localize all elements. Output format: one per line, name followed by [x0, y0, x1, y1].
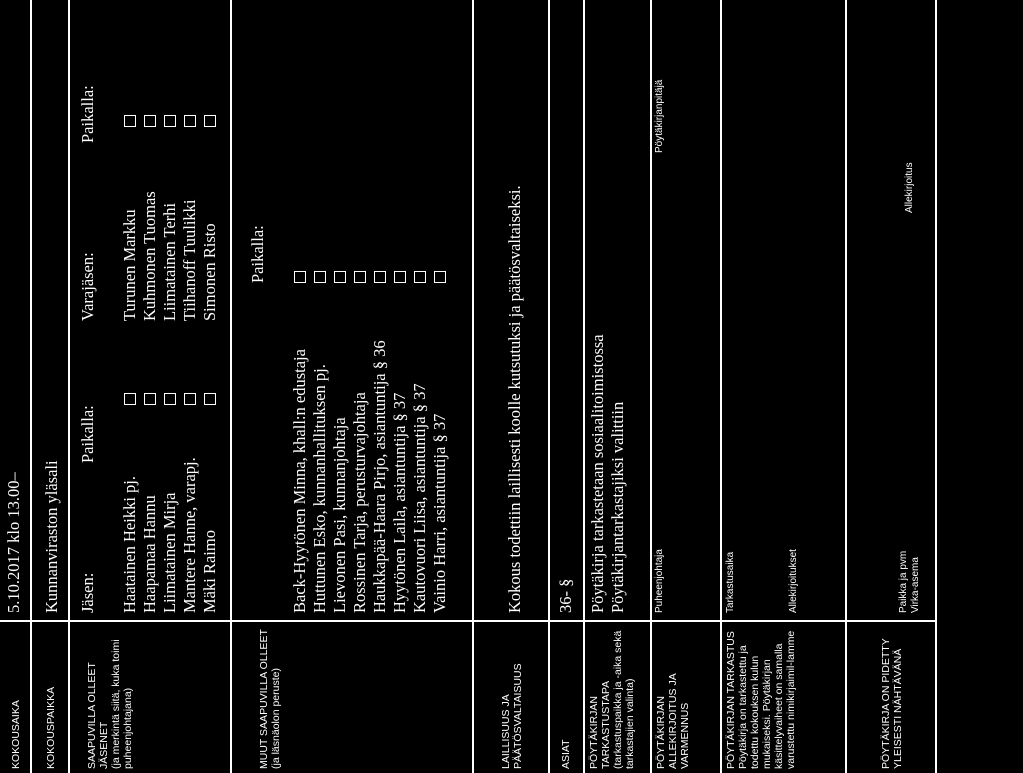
other-attendee-name: Kautovuori Liisa, asiantuntija § 37	[410, 383, 429, 613]
deputy-name: Turunen Markku	[120, 209, 139, 321]
label-kokouspaikka: KOKOUSPAIKKA	[45, 686, 57, 769]
virka-asema-caption: Virka-asema	[910, 557, 921, 613]
member-name: Mantere Hanne, varapj.	[180, 457, 199, 613]
member-name: Haatainen Heikki pj.	[120, 476, 139, 613]
row-divider	[935, 0, 937, 773]
value-laillisuus: Kokous todettiin laillisesti koolle kutsutuksi ja päätösvaltaiseksi.	[505, 185, 524, 613]
paikalla-header: Paikalla:	[78, 405, 97, 463]
presence-checkbox[interactable]	[414, 271, 426, 283]
deputies-list	[120, 191, 220, 321]
value-kokousaika: 5.10.2017 klo 13.00–	[4, 472, 23, 613]
presence-checkbox[interactable]	[394, 271, 406, 283]
label-muut-saapuvilla-note: (ja läsnäolon peruste)	[270, 668, 282, 769]
others-list	[290, 340, 450, 613]
value-asiat: 36- §	[556, 578, 575, 613]
other-attendee-name: Haukkapää-Haara Pirjo, asiantuntija § 36	[370, 340, 389, 613]
row-divider	[720, 0, 722, 773]
other-attendee-name: Huttunen Esko, kunnanhallituksen pj.	[310, 364, 329, 613]
paikka-pvm-caption: Paikka ja pvm	[898, 550, 909, 613]
deputy-name: Tiihanoff Tuulikki	[180, 199, 199, 321]
label-tarkastustapa	[588, 624, 636, 769]
presence-checkbox[interactable]	[144, 115, 156, 127]
deputy-name: Kuhmonen Tuomas	[140, 191, 159, 321]
members-list	[120, 457, 220, 613]
allekirjoitus-caption: Allekirjoitus	[904, 162, 915, 213]
tarkastusaika-caption: Tarkastusaika	[725, 551, 736, 613]
value-tarkastustapa-1: Pöytäkirja tarkastetaan sosiaalitoimistossa	[588, 334, 607, 613]
varajasen-header: Varajäsen:	[78, 252, 97, 321]
presence-checkbox[interactable]	[164, 115, 176, 127]
paikalla-header-2: Paikalla:	[78, 85, 97, 143]
column-divider	[0, 620, 935, 622]
label-muut-saapuvilla	[258, 624, 282, 769]
jasen-header: Jäsen:	[78, 572, 97, 613]
label-saapuvilla-jasenet	[86, 624, 134, 769]
muut-paikalla-header: Paikalla:	[248, 225, 267, 283]
presence-checkbox[interactable]	[434, 271, 446, 283]
label-nahtavana: PÖYTÄKIRJA ON PIDETTY YLEISESTI NÄHTÄVÄNÄ	[880, 638, 904, 769]
others-presence-boxes	[294, 271, 454, 283]
poytakirjanpitaja-caption: Pöytäkirjanpitäjä	[654, 79, 665, 153]
presence-checkbox[interactable]	[144, 393, 156, 405]
presence-checkbox[interactable]	[204, 115, 216, 127]
members-presence-boxes	[124, 393, 224, 405]
row-divider	[583, 0, 585, 773]
other-attendee-name: Hyytönen Laila, asiantuntija § 37	[390, 392, 409, 613]
deputy-name: Simonen Risto	[200, 223, 219, 321]
presence-checkbox[interactable]	[184, 393, 196, 405]
label-tarkastus	[725, 624, 797, 769]
presence-checkbox[interactable]	[334, 271, 346, 283]
deputies-presence-boxes	[124, 115, 224, 127]
member-name: Mäki Raimo	[200, 530, 219, 613]
presence-checkbox[interactable]	[204, 393, 216, 405]
other-attendee-name: Back-Hyytönen Minna, khall:n edustaja	[290, 349, 309, 613]
label-allekirjoitus: PÖYTÄKIRJAN ALLEKIRJOITUS JA VARMENNUS	[655, 673, 691, 769]
puheenjohtaja-caption: Puheenjohtaja	[654, 549, 665, 613]
label-tarkastustapa-note: (tarkastuspaikka ja -aika sekä tarkastajien valinta)	[612, 630, 636, 769]
label-laillisuus: LAILLISUUS JA PÄÄTÖSVALTAISUUS	[500, 663, 524, 769]
label-tarkastustapa-title: PÖYTÄKIRJAN TARKASTUSTAPA	[588, 680, 612, 769]
presence-checkbox[interactable]	[354, 271, 366, 283]
presence-checkbox[interactable]	[124, 115, 136, 127]
label-saapuvilla-jasenet-note: (ja merkintä siitä, kuka toimi puheenjohtajana)	[110, 639, 134, 769]
other-attendee-name: Rossinen Tarja, perusturvajohtaja	[350, 392, 369, 613]
row-divider	[548, 0, 550, 773]
presence-checkbox[interactable]	[164, 393, 176, 405]
other-attendee-name: Lievonen Pasi, kunnanjohtaja	[330, 417, 349, 613]
other-attendee-name: Vainio Harri, asiantuntija § 37	[430, 413, 449, 613]
value-kokouspaikka: Kunnanviraston yläsali	[42, 460, 61, 613]
row-divider	[68, 0, 70, 773]
row-divider	[30, 0, 32, 773]
deputy-name: Liimatainen Terhi	[160, 202, 179, 321]
label-tarkastus-note: Pöytäkirja on tarkastettu ja todettu kokouksen kulun mukaiseksi. Pöytäkirjan käsittelyvaiheet on samalla varustettu nimikirjaimil-lamme	[737, 630, 797, 769]
label-kokousaika: KOKOUSAIKA	[10, 700, 22, 769]
label-asiat: ASIAT	[560, 739, 572, 769]
member-name: Haapamaa Hannu	[140, 495, 159, 613]
presence-checkbox[interactable]	[124, 393, 136, 405]
row-divider	[650, 0, 652, 773]
row-divider	[845, 0, 847, 773]
label-saapuvilla-jasenet-title: SAAPUVILLA OLLEET JÄSENET	[86, 662, 110, 769]
allekirjoitukset-caption: Allekirjoitukset	[788, 549, 799, 613]
presence-checkbox[interactable]	[374, 271, 386, 283]
value-tarkastustapa-2: Pöytäkirjantarkastajiksi valittiin	[608, 401, 627, 613]
label-tarkastus-title: PÖYTÄKIRJAN TARKASTUS	[725, 631, 737, 769]
member-name: Liimatainen Mirja	[160, 492, 179, 613]
row-divider	[472, 0, 474, 773]
presence-checkbox[interactable]	[294, 271, 306, 283]
label-muut-saapuvilla-title: MUUT SAAPUVILLA OLLEET	[258, 629, 270, 769]
presence-checkbox[interactable]	[184, 115, 196, 127]
presence-checkbox[interactable]	[314, 271, 326, 283]
row-divider	[230, 0, 232, 773]
